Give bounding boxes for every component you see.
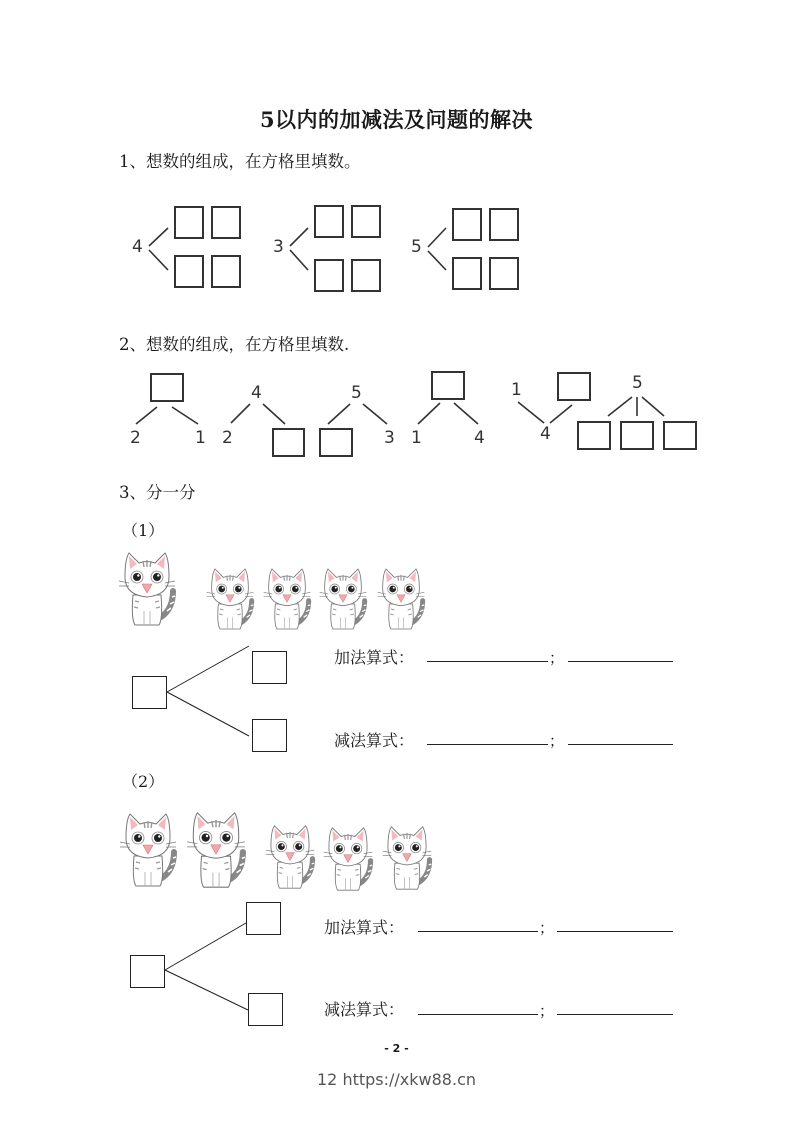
cat-image (262, 565, 312, 633)
tree-top-box[interactable] (150, 373, 184, 402)
addition-label: 加法算式： (324, 918, 405, 937)
tree-right-number: 1 (195, 428, 206, 448)
tree-right-box[interactable] (272, 428, 305, 457)
subtraction-label: 减法算式： (334, 731, 415, 750)
addition-blank-2[interactable] (557, 931, 673, 932)
q1-number: 3 (273, 237, 284, 257)
page-title: 5以内的加减法及问题的解决 (259, 107, 534, 132)
tree-right-number: 3 (384, 428, 395, 448)
tree-left-number: 1 (411, 428, 422, 448)
cat-image (264, 822, 316, 892)
separator: ； (539, 919, 555, 937)
answer-box[interactable] (174, 206, 204, 239)
addition-blank-1[interactable] (427, 661, 548, 662)
cat-image-big (118, 808, 178, 892)
part-1-label: （1） (122, 521, 165, 540)
tree-top-right-box[interactable] (557, 372, 591, 401)
page-number: - 2 - (384, 1042, 409, 1055)
addition-blank-2[interactable] (568, 661, 673, 662)
cat-image-big (185, 807, 247, 893)
tree-bottom-number: 4 (540, 424, 551, 444)
separator: ； (539, 1002, 555, 1020)
part-box-top[interactable] (246, 902, 281, 935)
cat-image (205, 565, 255, 633)
part-box-bottom[interactable] (252, 719, 287, 752)
subtraction-blank-2[interactable] (568, 744, 673, 745)
answer-box[interactable] (351, 259, 381, 292)
subtraction-blank-2[interactable] (557, 1014, 673, 1015)
tree-child-box[interactable] (577, 421, 611, 450)
subtraction-blank-1[interactable] (427, 744, 548, 745)
subtraction-blank-1[interactable] (418, 1014, 538, 1015)
q1-number: 5 (411, 237, 422, 257)
addition-label: 加法算式： (334, 648, 415, 667)
total-box[interactable] (132, 676, 167, 709)
answer-box[interactable] (489, 208, 519, 241)
cat-image (322, 824, 374, 894)
subtraction-label: 减法算式： (324, 1000, 405, 1019)
q1-number: 4 (132, 237, 143, 257)
cat-image (381, 823, 433, 893)
answer-box[interactable] (351, 205, 381, 238)
tree-child-box[interactable] (620, 421, 654, 450)
answer-box[interactable] (211, 255, 241, 288)
cat-image-big (117, 548, 177, 630)
footer-watermark: 12 https://xkw88.cn (317, 1070, 476, 1089)
answer-box[interactable] (174, 255, 204, 288)
answer-box[interactable] (452, 257, 482, 290)
part-2-label: （2） (122, 772, 165, 791)
answer-box[interactable] (211, 206, 241, 239)
tree-top-box[interactable] (431, 371, 465, 400)
tree-left-box[interactable] (319, 428, 353, 457)
question-1-label: 1、想数的组成，在方格里填数。 (119, 152, 361, 171)
separator: ； (549, 649, 565, 667)
tree-top-number: 4 (251, 383, 262, 403)
cat-image (318, 565, 368, 633)
question-3-label: 3、分一分 (119, 483, 196, 502)
tree-left-number: 2 (222, 428, 233, 448)
tree-child-box[interactable] (663, 421, 697, 450)
question-2-label: 2、想数的组成，在方格里填数. (119, 335, 350, 354)
tree-top-left-number: 1 (511, 380, 522, 400)
tree-left-number: 2 (130, 428, 141, 448)
answer-box[interactable] (314, 259, 344, 292)
cat-image (376, 565, 426, 633)
part-box-top[interactable] (252, 651, 287, 684)
separator: ； (549, 732, 565, 750)
total-box[interactable] (130, 955, 165, 988)
answer-box[interactable] (489, 257, 519, 290)
answer-box[interactable] (314, 205, 344, 238)
tree-top-number: 5 (351, 383, 362, 403)
addition-blank-1[interactable] (418, 931, 538, 932)
tree-right-number: 4 (474, 428, 485, 448)
part-box-bottom[interactable] (248, 993, 283, 1026)
answer-box[interactable] (452, 208, 482, 241)
tree-top-number: 5 (632, 373, 643, 393)
